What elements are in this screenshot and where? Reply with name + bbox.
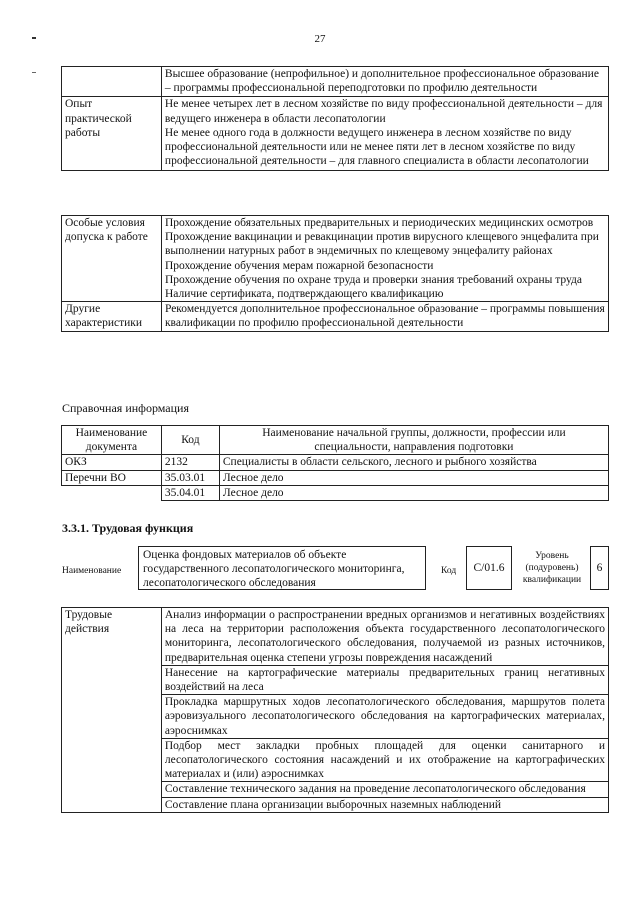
table-header-row [62, 426, 609, 455]
table-row [62, 67, 609, 97]
level-box: 6 [590, 546, 609, 590]
row-text: Прохождение обучения мерам пожарной безопасности [164, 259, 434, 272]
row-text: Прохождение обязательных предварительных и периодических медицинских осмотров [164, 217, 594, 229]
table-row [62, 97, 609, 171]
name-label: Наименование [62, 566, 122, 576]
table-cell: Лесное дело [219, 470, 608, 485]
action-item: Анализ информации о распространении вредных организмов и негативных воздействиях на леса на территории расположения объекта государственного лесопатологического мониторинга, лесопатологического обследования, получаемой из разных источников, предварительная оценка степени угрозы повреждения насаждений [161, 608, 608, 666]
section-title: Справочная информация [62, 401, 189, 415]
action-item: Нанесение на картографические материалы предварительных границ негативных воздействий на леса [161, 665, 608, 694]
action-item: Прокладка маршрутных ходов лесопатологического обследования, маршрутов полета аэровизуального лесопатологического обследования на картографических материалах, аэроснимках [161, 695, 608, 739]
column-header: Наименование документа [62, 426, 162, 455]
row-label: Опыт практической работы [62, 97, 162, 171]
table-cell: 35.03.01 [161, 470, 219, 485]
conditions-table [61, 215, 609, 332]
row-content [161, 216, 608, 302]
table-cell: 35.04.01 [161, 485, 219, 500]
actions-table [61, 607, 609, 813]
reference-table [61, 425, 609, 501]
row-text: Высшее образование (непрофильное) и дополнительное профессиональное образование – программы профессиональной переподготовки по профилю деятельности [164, 68, 599, 95]
code-box: С/01.6 [466, 546, 512, 590]
table-cell [62, 485, 162, 500]
table-cell: ОКЗ [62, 455, 162, 470]
row-label [62, 67, 162, 97]
row-text: Прохождение вакцинации и ревакцинации против вирусного клещевого энцефалита при выполнении натурных работ в эндемичных по клещевому энцефалиту районах [164, 231, 599, 258]
table-cell: 2132 [161, 455, 219, 470]
table-row [62, 302, 609, 331]
level-label: Уровень (подуровень) квалификации [522, 551, 582, 585]
row-text: Не менее одного года в должности ведущего инженера в лесном хозяйстве по виду профессиональной деятельности или не менее пяти лет в лесном хозяйстве по виду профессиональной деятельности – для главного специалиста в области лесопатологии [164, 126, 589, 168]
row-text: Рекомендуется дополнительное профессиональное образование – программы повышения квалификации по профилю профессиональной деятельности [164, 303, 605, 330]
action-item: Составление плана организации выборочных наземных наблюдений [161, 797, 608, 812]
table-cell: Специалисты в области сельского, лесного и рыбного хозяйства [219, 455, 608, 470]
function-name-box: Оценка фондовых материалов об объекте государственного лесопатологического мониторинга, лесопатологического обследования [138, 546, 426, 590]
table-row [62, 455, 609, 470]
row-text: Не менее четырех лет в лесном хозяйстве по виду профессиональной деятельности – для ведущего инженера в области лесопатологии [164, 98, 603, 125]
margin-mark [32, 37, 36, 39]
row-text: Прохождение обучения по охране труда и проверки знания требований охраны труда [164, 273, 583, 286]
action-item: Подбор мест закладки пробных площадей для оценки санитарного и лесопатологического состояния насаждений и их отображение на картографических материалах и (или) аэроснимках [161, 738, 608, 782]
table-row [62, 470, 609, 485]
row-label: Трудовые действия [62, 608, 162, 813]
table-row [62, 608, 609, 666]
row-content [161, 97, 608, 171]
table-cell: Перечни ВО [62, 470, 162, 485]
row-label: Другие характеристики [62, 302, 162, 331]
margin-mark [32, 72, 36, 73]
qualification-table [61, 66, 609, 171]
column-header: Наименование начальной группы, должности, профессии или специальности, направления подготовки [219, 426, 608, 455]
page-number: 27 [314, 33, 326, 45]
function-title: 3.3.1. Трудовая функция [62, 521, 194, 535]
column-header: Код [161, 426, 219, 455]
row-label: Особые условия допуска к работе [62, 216, 162, 302]
code-label: Код [441, 566, 457, 576]
row-text: Наличие сертификата, подтверждающего квалификацию [164, 288, 444, 301]
row-content [161, 67, 608, 97]
action-item: Составление технического задания на проведение лесопатологического обследования [161, 782, 608, 797]
row-content [161, 302, 608, 331]
table-row [62, 485, 609, 500]
table-row [62, 216, 609, 302]
table-cell: Лесное дело [219, 485, 608, 500]
